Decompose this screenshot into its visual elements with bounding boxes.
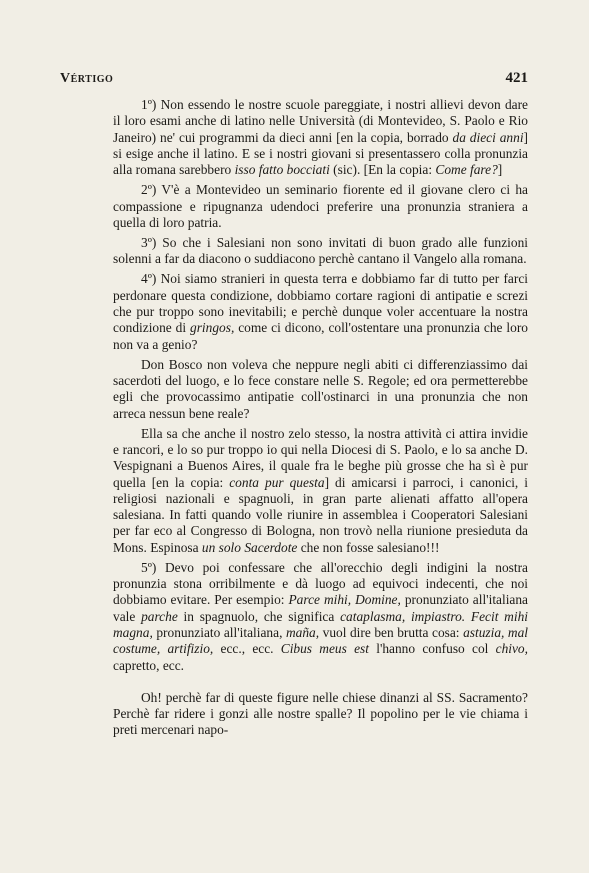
text-run: 1º) Non essendo le nostre scuole pareggiate, i nostri allievi devon dare il loro esami anche di latino nelle Università (di Montevideo, S. Paolo e Rio Janeiro) ne' cui programmi da dieci anni [en la copia, borrado xyxy=(113,97,528,145)
running-head xyxy=(60,70,528,87)
text-run: Oh! perchè far di queste figure nelle chiese dinanzi al SS. Sacramento? Perchè far ridere i gonzi alle nostre spalle? Il popolino per le vie chiama i preti mercenari napo- xyxy=(113,689,528,738)
italic-phrase: da dieci anni xyxy=(452,129,524,145)
italic-phrase: Parce mihi, Domine, xyxy=(288,592,401,608)
italic-phrase: Come fare? xyxy=(435,162,498,178)
text-run: ] si esige anche il latino. E se i nostri giovani si presentassero colla pronunzia alla romana sarebbero xyxy=(113,129,529,178)
paragraph-p2 xyxy=(113,182,528,231)
text-run: pronunziato all'italiana, xyxy=(152,624,286,640)
text-run: 2º) V'è a Montevideo un seminario fiorente ed il giovane clero ci ha compassione e ripugnanza udendoci preferire una pronunzia straniera a quella di loro patria. xyxy=(113,182,528,230)
paragraph-p5 xyxy=(113,357,528,422)
text-run: che non fosse salesiano!!! xyxy=(297,539,440,555)
body-text xyxy=(113,97,528,743)
text-run: come ci dicono, coll'ostentare una pronunzia che loro non va a genio? xyxy=(113,320,528,352)
page-number: 421 xyxy=(505,70,528,86)
text-run: l'hanno confuso col xyxy=(368,641,496,657)
italic-phrase: cataplasma, impiastro. xyxy=(340,608,466,624)
text-run: 4º) Noi siamo stranieri in questa terra e dobbiamo far di tutto per farci perdonare questa condizione, dobbiamo cortare ragioni di antipatie e screzi che pur troppo sono inevitabili; e perchè dunque voler accentuare la nostra condizione di xyxy=(113,271,528,336)
text-run: pronunziato all'italiana vale xyxy=(113,592,529,624)
italic-phrase: Fecit mihi magna, xyxy=(113,608,528,640)
text-run: 3º) So che i Salesiani non sono invitati di buon grado alle funzioni solenni a far da diacono o suddiacono perchè cantano il Vangelo alla romana. xyxy=(113,234,528,267)
paragraph-p7 xyxy=(113,560,528,674)
text-run: capretto, ecc. xyxy=(113,657,184,673)
paragraph-p4 xyxy=(113,271,528,352)
text-run: (sic). [En la copia: xyxy=(329,162,436,178)
italic-phrase: astuzia, mal costume, artifizio, xyxy=(113,624,528,657)
italic-phrase: maña, xyxy=(285,624,320,640)
text-run: Ella sa che anche il nostro zelo stesso, la nostra attività ci attira invidie e rancori, e lo so pur troppo io qui nella Diocesi di S. Paolo, e lo sa anche D. Vespignani a Buenos Aires, il quale fra le beghe più grosse che ha sì è pur quella [en la copia: xyxy=(113,425,528,490)
text-run: in spagnuolo, che significa xyxy=(177,608,341,624)
italic-phrase: conta pur questa xyxy=(229,474,325,490)
text-run: Don Bosco non voleva che neppure negli abiti ci differenziassimo dai sacerdoti del luogo, e lo fece constare nelle S. Regole; ed ora permetterebbe egli che provocassimo antipatie coll'ostinarci in una pronunzia che non arreca nessun bene reale? xyxy=(113,356,528,421)
italic-phrase: parche xyxy=(141,608,178,624)
text-run: 5º) Devo poi confessare che all'orecchio degli indigini la nostra pronunzia stona orribilmente e dà luogo ad equivoci indecenti, che noi dobbiamo evitare. Per esempio: xyxy=(113,559,528,608)
paragraph-p1 xyxy=(113,97,528,178)
paragraph-p3 xyxy=(113,235,528,268)
italic-phrase: un solo Sacerdote xyxy=(201,539,298,555)
text-run: ] di amicarsi i parroci, i canonici, i religiosi nazionali e spagnuoli, in gran parte alienati affatto all'opera salesiana. In fatti quando volle riunire in assemblea i Cooperatori Salesiani per far eco al Congresso di Bologna, non trovò nella riunione presieduta da Mons. Espinosa xyxy=(113,474,529,555)
italic-phrase: Cibus meus est xyxy=(280,641,369,657)
paragraph-p6 xyxy=(113,426,528,556)
text-run: ecc., ecc. xyxy=(213,641,281,657)
text-run: ] xyxy=(497,162,503,178)
italic-phrase: gringos, xyxy=(190,320,235,336)
text-run: vuol dire ben brutta cosa: xyxy=(319,624,464,640)
running-title: Vértigo xyxy=(60,71,114,86)
italic-phrase: chivo, xyxy=(495,641,528,657)
paragraph-p8 xyxy=(113,690,528,739)
italic-phrase: isso fatto bocciati xyxy=(234,162,330,178)
